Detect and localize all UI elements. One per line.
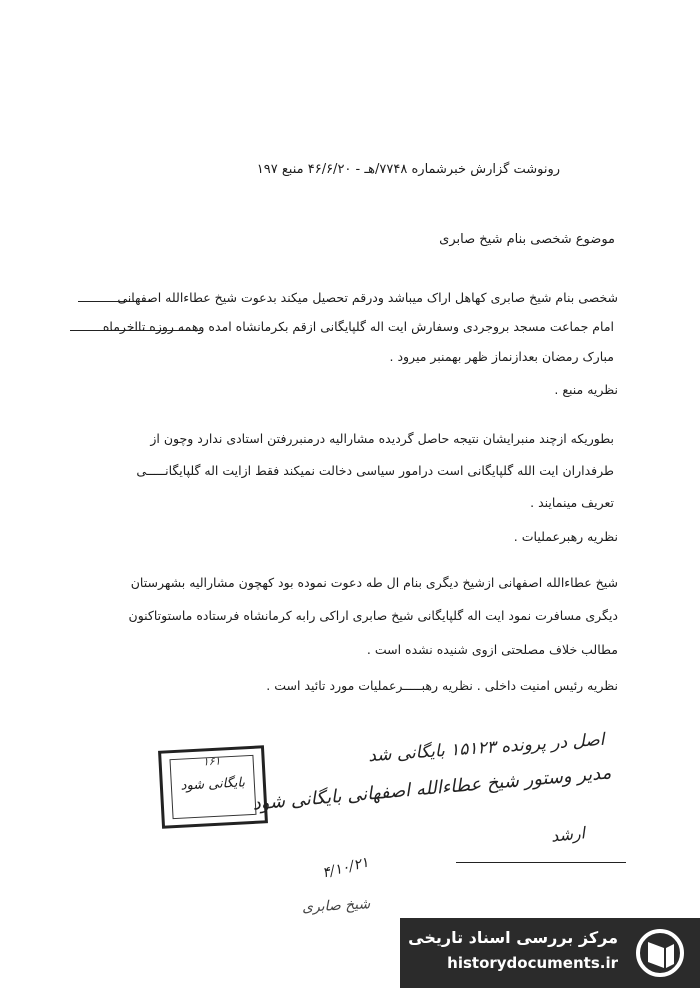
body-line-8: نظریه رهبرعملیات . bbox=[513, 529, 618, 544]
report-header: رونوشت گزارش خبرشماره ۷۷۴۸/هـ - ۴۶/۶/۲۰ منبع ۱۹۷ bbox=[256, 162, 560, 177]
handwritten-note-1: اصل در پرونده ۱۵۱۲۳ بایگانی شد bbox=[367, 729, 606, 767]
handwritten-initials: ارشد bbox=[550, 823, 586, 846]
body-line-3: مبارک رمضان بعدازنماز ظهر بهمنبر میرود . bbox=[389, 349, 614, 364]
subject-line: موضوع شخصی بنام شیخ صابری bbox=[439, 232, 615, 247]
handwritten-underline bbox=[456, 862, 626, 863]
stamp-number: ۱۶۱ bbox=[202, 754, 221, 769]
archive-stamp bbox=[158, 745, 268, 828]
body-line-7: تعریف مینمایند . bbox=[530, 495, 614, 510]
body-line-1: شخصی بنام شیخ صابری کهاهل اراک میباشد ودرقم تحصیل میکند بدعوت شیخ عطاءالله اصفهانی bbox=[117, 290, 618, 305]
body-line-9: شیخ عطاءالله اصفهانی ازشیخ دیگری بنام ال طه دعوت نموده بود کهچون مشارالیه بشهرستان bbox=[130, 575, 618, 590]
archive-logo-icon bbox=[634, 928, 686, 978]
underline-mark bbox=[78, 301, 150, 302]
body-line-2: امام جماعت مسجد بروجردی وسفارش ایت اله گلپایگانی ازقم بکرمانشاه امده وهمه روزه تااخرماه bbox=[102, 319, 614, 334]
body-line-4: نظریه منبع . bbox=[554, 382, 618, 397]
body-line-5: بطوریکه ازچند منبرایشان نتیجه حاصل گردیده مشارالیه درمنبررفتن استادی ندارد وچون از bbox=[150, 431, 614, 446]
body-line-10: دیگری مسافرت نمود ایت اله گلپایگانی شیخ صابری اراکی رابه کرمانشاه فرستاده ماستوتاکنون bbox=[128, 608, 618, 623]
body-line-6: طرفداران ایت الله گلپایگانی است درامور سیاسی دخالت نمیکند فقط ازایت اله گلپایگانـــــی bbox=[136, 463, 614, 478]
underline-mark bbox=[70, 330, 200, 331]
stamp-text: بایگانی شود bbox=[180, 775, 246, 794]
body-line-12: نظریه رئیس امنیت داخلی . نظریه رهبـــــرعملیات مورد تائید است . bbox=[266, 678, 618, 693]
source-watermark bbox=[400, 918, 700, 988]
watermark-title: مرکز بررسی اسناد تاریخی bbox=[408, 928, 618, 947]
watermark-url: historydocuments.ir bbox=[447, 954, 618, 972]
handwritten-note-2: مدیر وستور شیخ عطاءالله اصفهانی بایگانی شود bbox=[252, 762, 613, 815]
body-line-11: مطالب خلاف مصلحتی ازوی شنیده نشده است . bbox=[366, 642, 618, 657]
handwritten-date: ۴/۱۰/۲۱ bbox=[320, 854, 371, 882]
handwritten-signature: شیخ صابری bbox=[301, 896, 371, 916]
